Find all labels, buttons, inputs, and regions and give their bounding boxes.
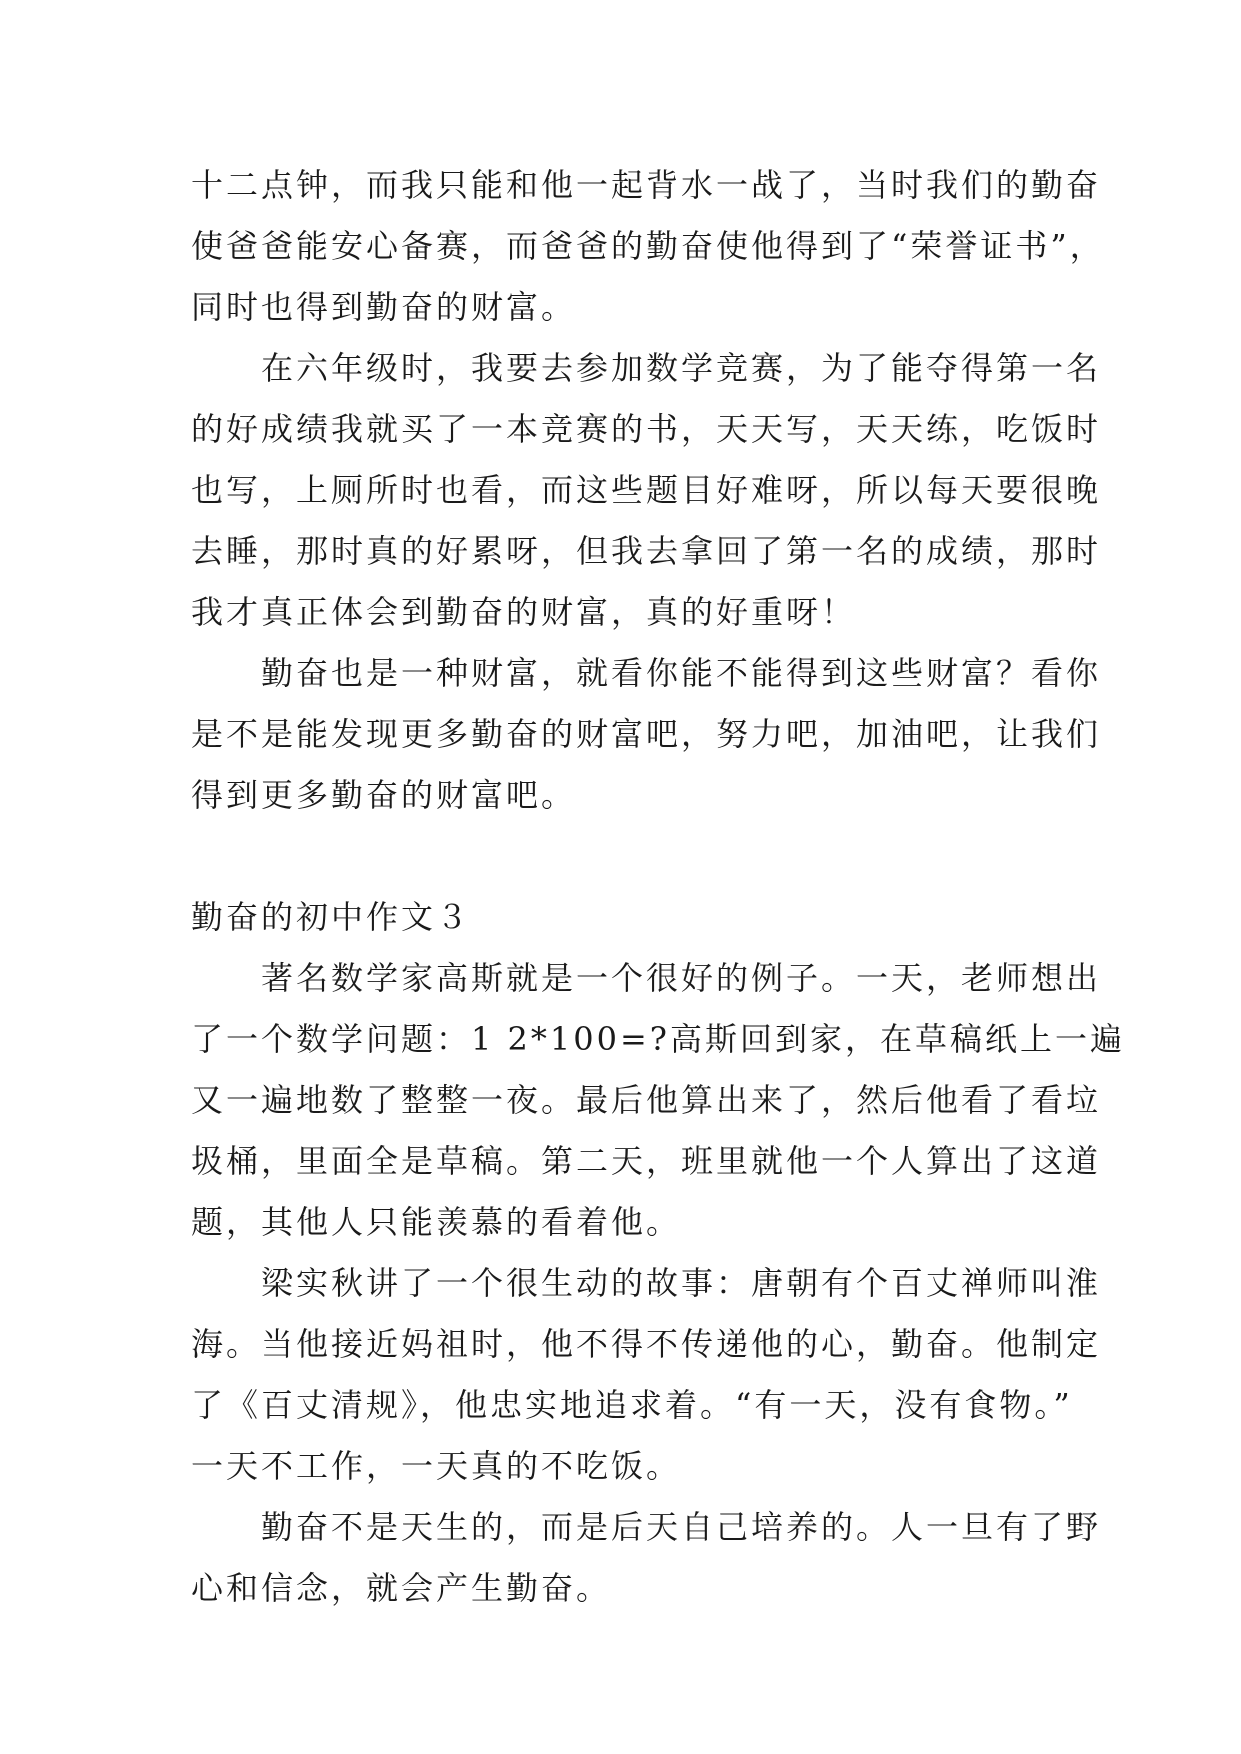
text-line: 我才真正体会到勤奋的财富，真的好重呀！ (191, 593, 857, 631)
text-line: 梁实秋讲了一个很生动的故事：唐朝有个百丈禅师叫淮 (191, 1264, 1102, 1302)
paragraph (191, 1253, 1102, 1497)
text-line: 也写，上厕所时也看，而这些题目好难呀，所以每天要很晚 (191, 471, 1102, 509)
text-line: 十二点钟，而我只能和他一起背水一战了，当时我们的勤奋 (191, 166, 1102, 204)
paragraph (191, 338, 1102, 643)
text-line: 去睡，那时真的好累呀，但我去拿回了第一名的成绩，那时 (191, 532, 1102, 570)
text-line: 又一遍地数了整整一夜。最后他算出来了，然后他看了看垃 (191, 1081, 1102, 1119)
paragraph (191, 643, 1102, 826)
text-line: 勤奋也是一种财富，就看你能不能得到这些财富？看你 (191, 654, 1102, 692)
text-line: 了一个数学问题：1 2*100=?高斯回到家，在草稿纸上一遍 (191, 1020, 1125, 1058)
paragraph (191, 1497, 1102, 1619)
paragraph (191, 155, 1105, 338)
text-line: 了《百丈清规》，他忠实地追求着。“有一天，没有食物。” (191, 1386, 1073, 1424)
text-line: 勤奋不是天生的，而是后天自己培养的。人一旦有了野 (191, 1508, 1102, 1546)
text-line: 使爸爸能安心备赛，而爸爸的勤奋使他得到了“荣誉证书”， (191, 227, 1105, 265)
text-line: 的好成绩我就买了一本竞赛的书，天天写，天天练，吃饭时 (191, 410, 1102, 448)
text-line: 在六年级时，我要去参加数学竞赛，为了能夺得第一名 (191, 349, 1102, 387)
text-line: 是不是能发现更多勤奋的财富吧，努力吧，加油吧，让我们 (191, 715, 1102, 753)
section-spacer (191, 826, 1061, 887)
document-body (191, 155, 1125, 1619)
text-line: 题，其他人只能羡慕的看着他。 (191, 1203, 682, 1241)
text-line: 心和信念，就会产生勤奋。 (191, 1569, 612, 1607)
section-heading: 勤奋的初中作文３ (191, 898, 472, 936)
text-line: 同时也得到勤奋的财富。 (191, 288, 577, 326)
text-line: 著名数学家高斯就是一个很好的例子。一天，老师想出 (191, 959, 1102, 997)
paragraph (191, 948, 1125, 1253)
text-line: 一天不工作，一天真的不吃饭。 (191, 1447, 682, 1485)
text-line: 圾桶，里面全是草稿。第二天，班里就他一个人算出了这道 (191, 1142, 1102, 1180)
text-line: 海。当他接近妈祖时，他不得不传递他的心，勤奋。他制定 (191, 1325, 1102, 1363)
text-line: 得到更多勤奋的财富吧。 (191, 776, 577, 814)
